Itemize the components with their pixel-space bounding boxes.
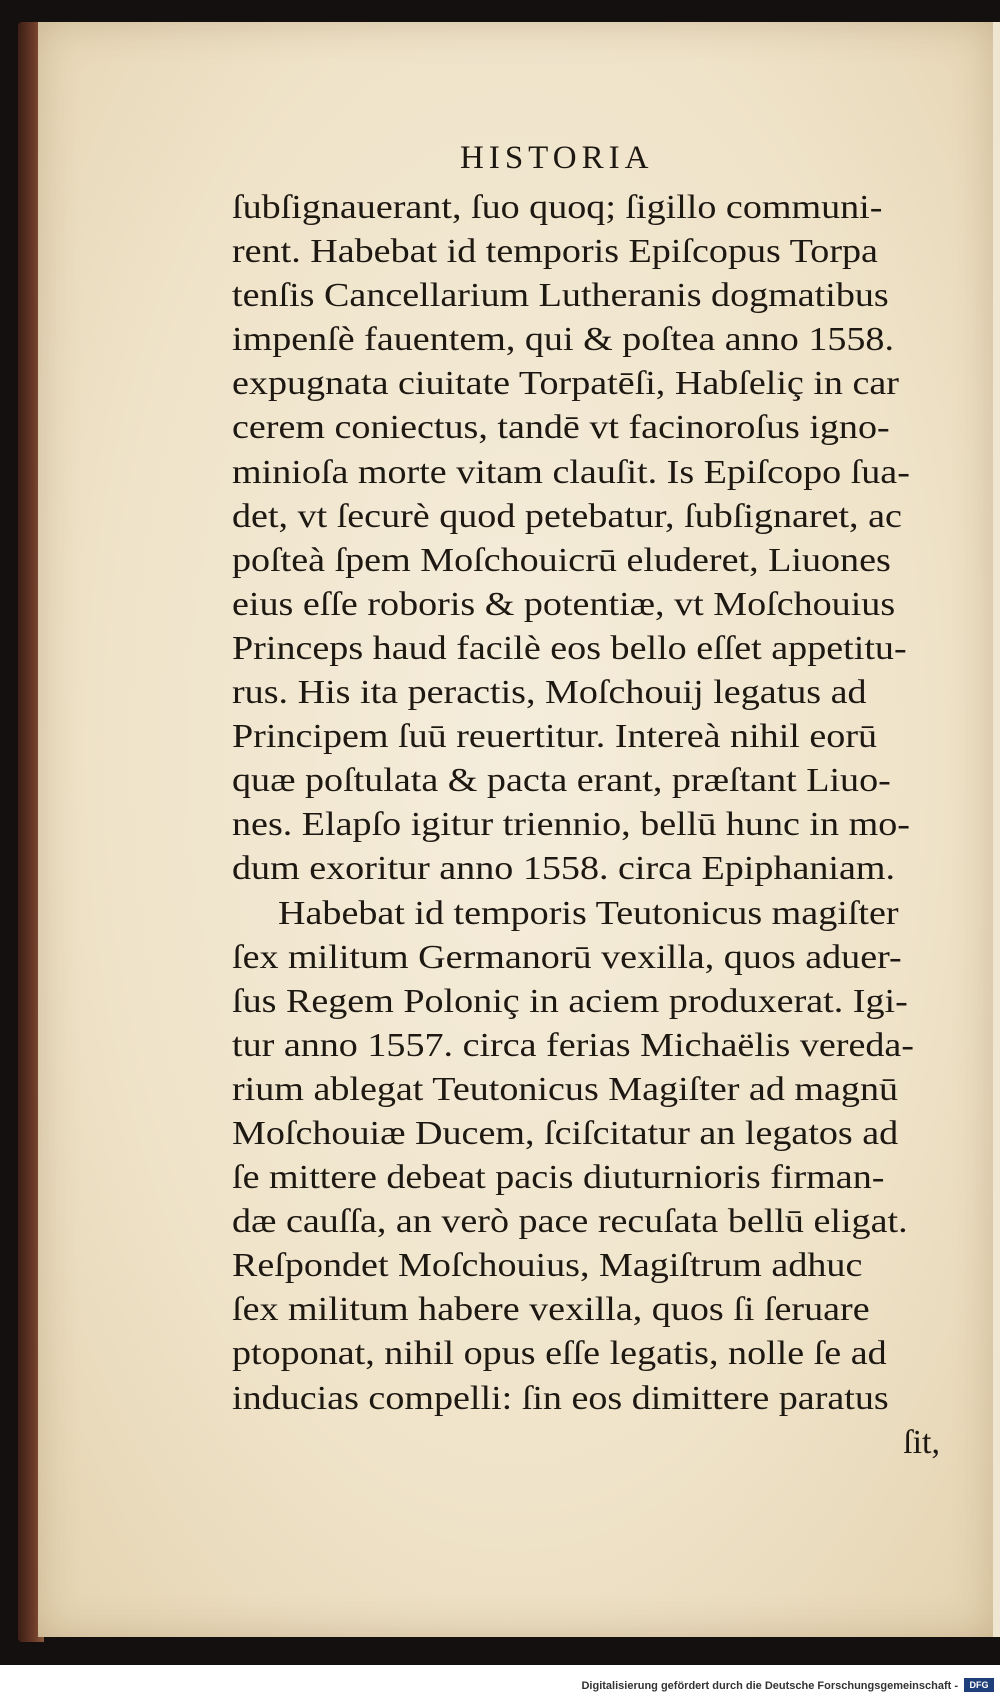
text-line: rent. Habebat id temporis Epiſcopus Torpa bbox=[232, 233, 878, 271]
text-line: ſubſignauerant, ſuo quoq; ſigillo communi- bbox=[232, 189, 883, 226]
text-line: impenſè fauentem, qui & poſtea anno 1558. bbox=[232, 321, 895, 359]
running-head: HISTORIA bbox=[460, 140, 654, 176]
catchword: ſit, bbox=[903, 1423, 940, 1461]
digitization-credit: Digitalisierung gefördert durch die Deutsche Forschungsgemeinschaft - bbox=[581, 1680, 958, 1692]
text-line: rus. His ita peractis, Moſchouij legatus ad bbox=[232, 674, 867, 712]
page-right-edge bbox=[993, 22, 1000, 1637]
text-line: eius eſſe roboris & potentiæ, vt Moſchouius bbox=[232, 585, 896, 623]
text-line: dum exoritur anno 1558. circa Epiphaniam. bbox=[232, 850, 896, 888]
text-line: ſe mittere debeat pacis diuturnioris firman- bbox=[232, 1159, 885, 1197]
text-line-paragraph-start: Habebat id temporis Teutonicus magiſter bbox=[278, 894, 899, 932]
text-line: Princeps haud facilè eos bello eſſet appetitu- bbox=[232, 629, 907, 667]
text-line: ſex militum habere vexilla, quos ſi ſeruare bbox=[232, 1291, 870, 1329]
text-line: rium ablegat Teutonicus Magiſter ad magnū bbox=[232, 1070, 899, 1108]
text-line: poſteà ſpem Moſchouicrū eluderet, Liuones bbox=[232, 541, 891, 579]
text-line: ſex militum Germanorū vexilla, quos aduer- bbox=[232, 938, 902, 976]
dfg-logo: DFG bbox=[964, 1678, 994, 1692]
text-line: Reſpondet Moſchouius, Magiſtrum adhuc bbox=[232, 1247, 863, 1285]
body-text bbox=[232, 186, 952, 1465]
text-line: Principem ſuū reuertitur. Intereà nihil eorū bbox=[232, 718, 878, 756]
text-line: tur anno 1557. circa ferias Michaëlis vereda- bbox=[232, 1026, 914, 1064]
text-line: cerem coniectus, tandē vt facinoroſus igno- bbox=[232, 409, 890, 447]
text-line: inducias compelli: ſin eos dimittere paratus bbox=[232, 1379, 889, 1417]
text-line: Moſchouiæ Ducem, ſciſcitatur an legatos ad bbox=[232, 1114, 899, 1152]
text-line: minioſa morte vitam clauſit. Is Epiſcopo ſua- bbox=[232, 453, 910, 491]
text-line: dæ cauſſa, an verò pace recuſata bellū eligat. bbox=[232, 1203, 908, 1241]
text-line: nes. Elapſo igitur triennio, bellū hunc in mo- bbox=[232, 806, 910, 844]
text-line: ſus Regem Poloniç in aciem produxerat. Igi- bbox=[232, 982, 908, 1020]
text-line: ptoponat, nihil opus eſſe legatis, nolle ſe ad bbox=[232, 1335, 887, 1373]
text-line: expugnata ciuitate Torpatēſi, Habſeliç in car bbox=[232, 365, 899, 403]
text-line: tenſis Cancellarium Lutheranis dogmatibus bbox=[232, 277, 889, 315]
text-line: det, vt ſecurè quod petebatur, ſubſignaret, ac bbox=[232, 497, 902, 535]
text-line: quæ poſtulata & pacta erant, præſtant Liuo- bbox=[232, 762, 891, 800]
